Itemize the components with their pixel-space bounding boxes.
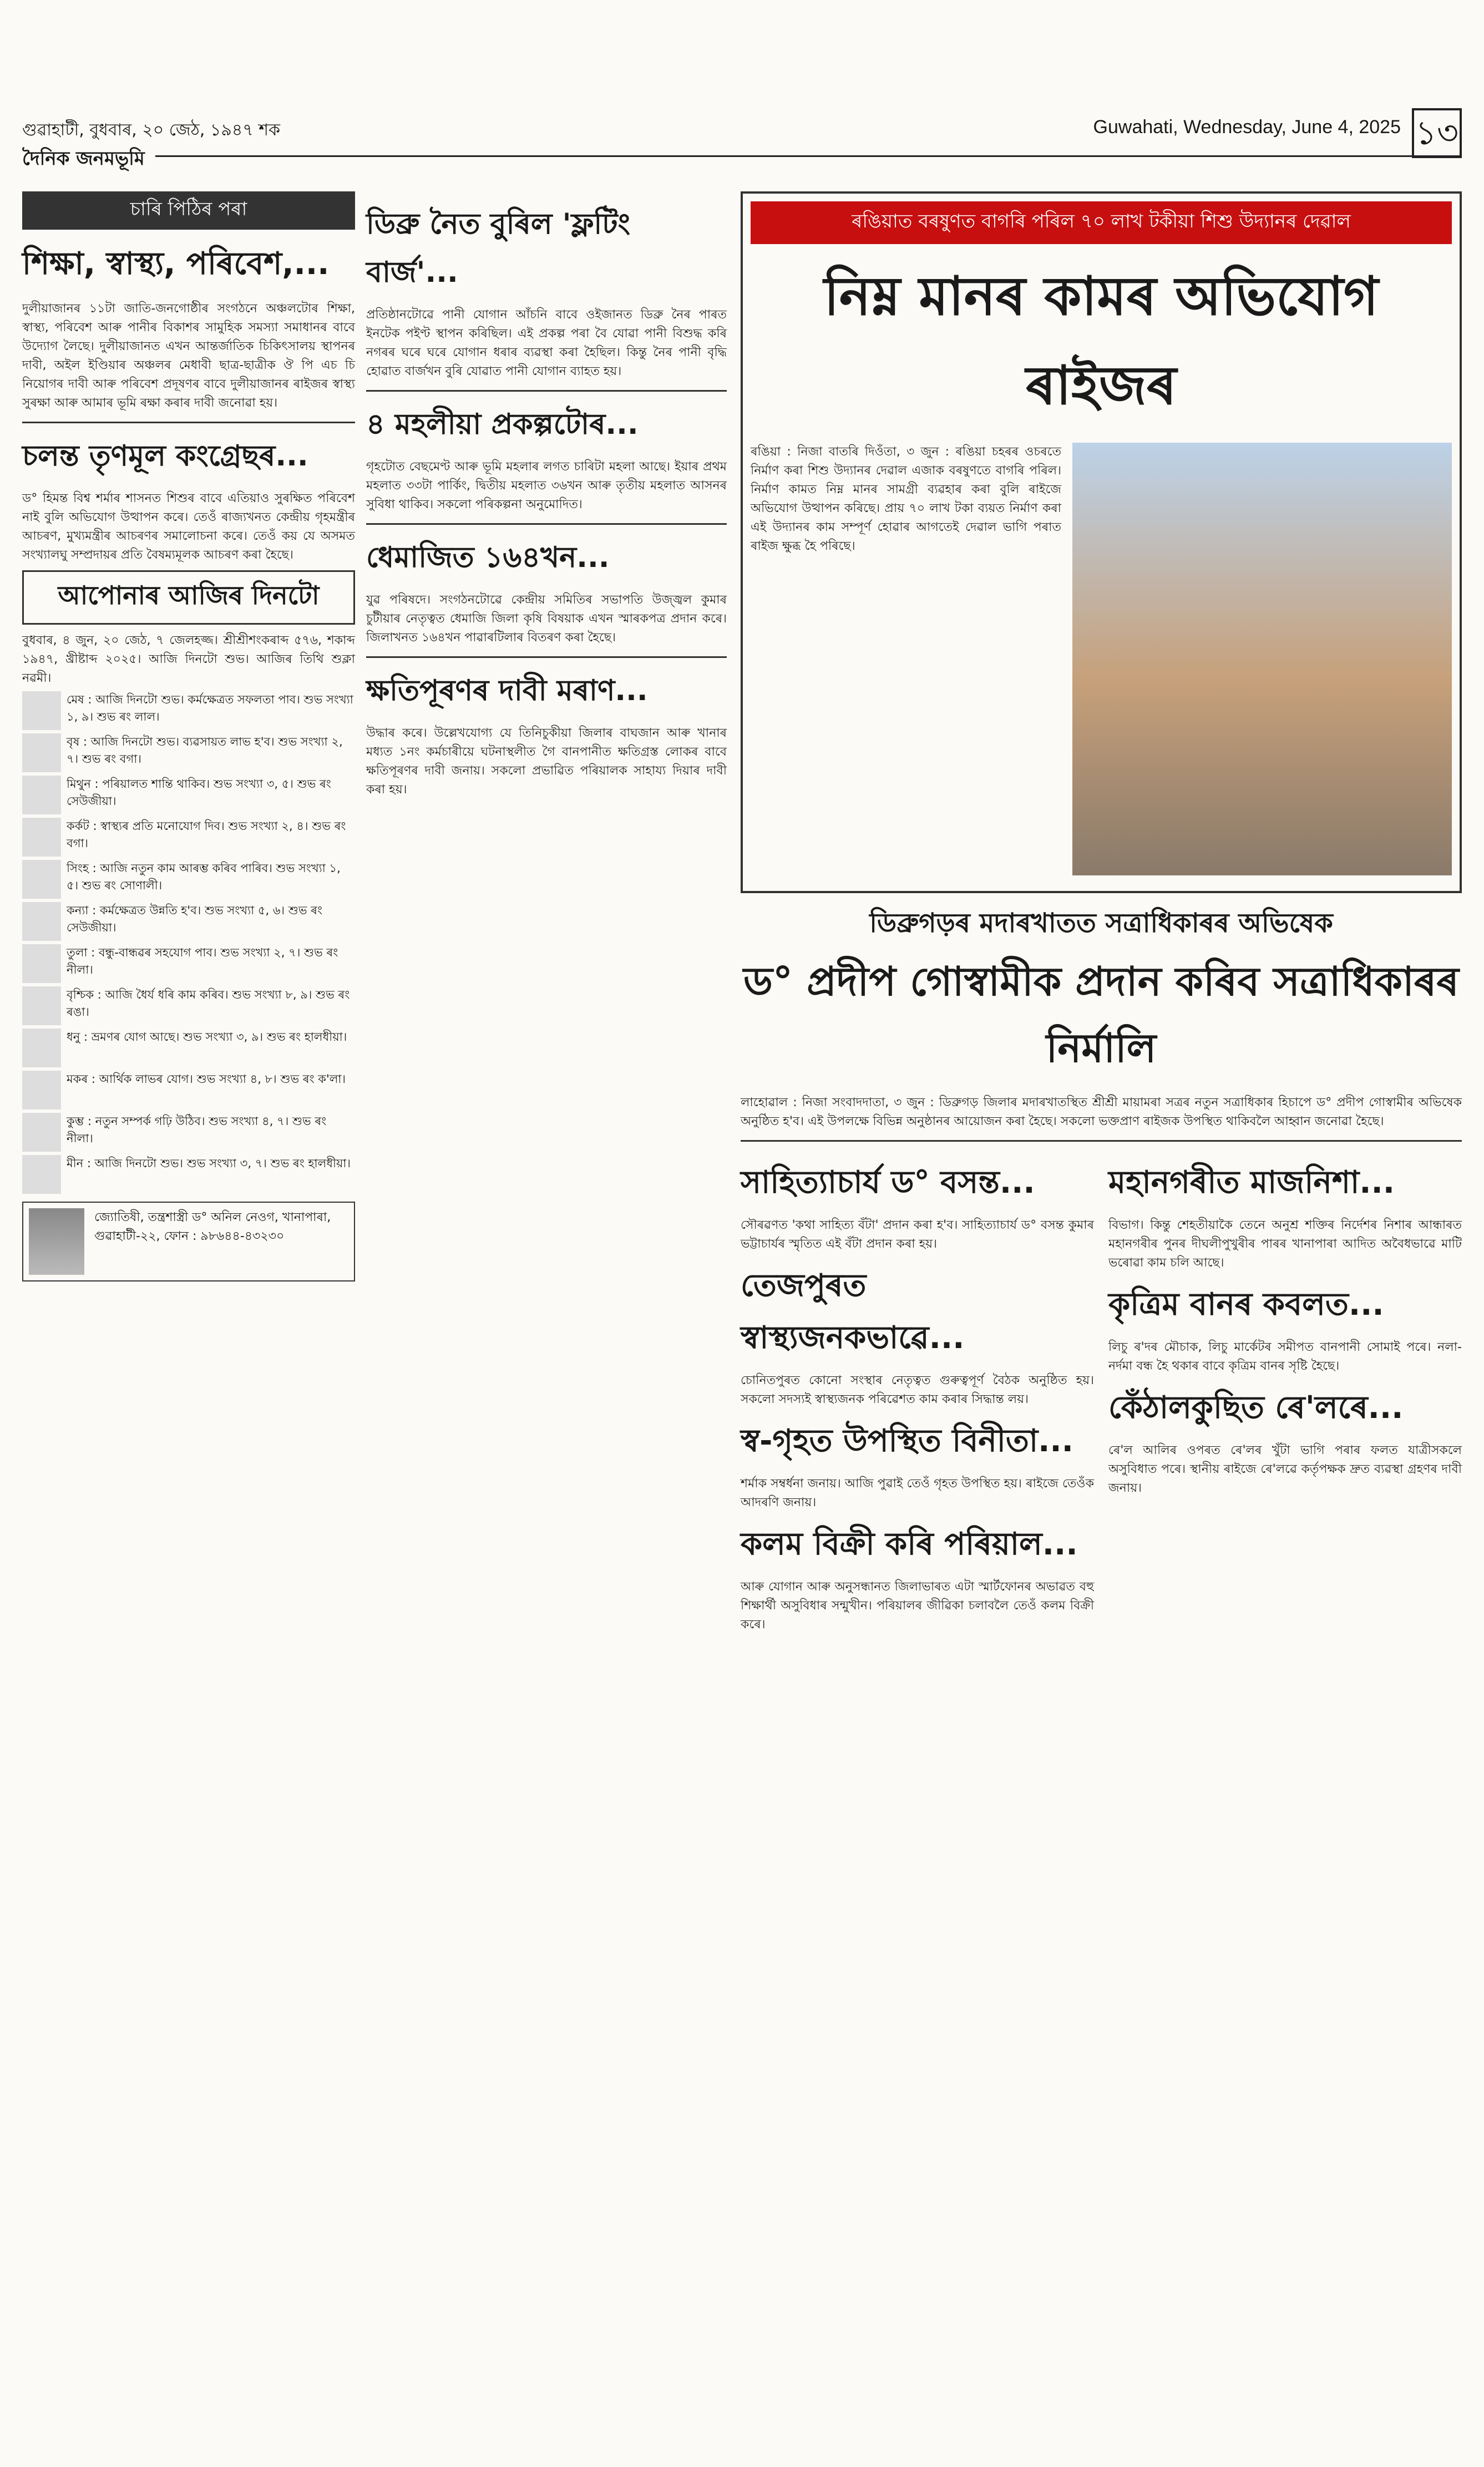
zodiac-sign-icon [22,986,61,1025]
zodiac-item [22,902,355,941]
zodiac-text: বৃশ্চিক : আজি ধৈৰ্য ধৰি কাম কৰিব। শুভ সংখ্যা ৮, ৯। শুভ ৰং ৰঙা। [67,988,350,1019]
divider [366,523,727,525]
zodiac-item [22,986,355,1025]
zodiac-sign-icon [22,1029,61,1067]
zodiac-item [22,691,355,730]
zodiac-text: মীন : আজি দিনটো শুভ। শুভ সংখ্যা ৩, ৭। শুভ ৰং হালধীয়া। [67,1157,351,1170]
story-body: ড° হিমন্ত বিশ্ব শৰ্মাৰ শাসনত শিশুৰ বাবে এতিয়াও সুৰক্ষিত পৰিবেশ নাই বুলি অভিযোগ উত্থাপন কৰে। তেওঁ ৰাজ্যখনত কেন্দ্ৰীয় গৃহমন্ত্ৰীৰ আচৰণ, মুখ্যমন্ত্ৰীৰ আচৰণৰ সমালোচনা কৰে। তেওঁ কয় যে অসমত সংখ্যালঘু সম্প্ৰদায়ৰ প্ৰতি বৈষম্যমূলক আচৰণ কৰা হৈছে। [22,492,355,562]
zodiac-list [22,691,355,1194]
top-story-headline: নিম্ন মানৰ কামৰ অভিযোগ ৰাইজৰ [824,265,1379,417]
masthead-rule [155,155,1462,157]
dateline-english: Guwahati, Wednesday, June 4, 2025 [1093,116,1401,138]
story-body: গৃহটোত বেছমেণ্ট আৰু ভূমি মহলাৰ লগত চাৰিটা মহলা আছে। ইয়াৰ প্ৰথম মহলাত ৩৩টা পাৰ্কিং, দ্বিতীয় মহলাত ৩৬খন আৰু তৃতীয় মহলাত আসনৰ সুবিধা থাকিব। সকলো পৰিকল্পনা অনুমোদিত। [366,460,727,511]
zodiac-item [22,1071,355,1110]
zodiac-text: কুম্ভ : নতুন সম্পৰ্ক গঢ়ি উঠিব। শুভ সংখ্যা ৪, ৭। শুভ ৰং নীলা। [67,1115,327,1145]
horoscope-title: আপোনাৰ আজিৰ দিনটো [22,570,355,625]
masthead [22,116,1462,178]
top-story-kicker: ৰঙিয়াত বৰষুণত বাগৰি পৰিল ৭০ লাখ টকীয়া শিশু উদ্যানৰ দেৱাল [751,201,1452,244]
top-story [741,191,1462,893]
divider [366,656,727,658]
story-title: ক্ষতিপূৰণৰ দাবী মৰাণ... [366,674,648,707]
zodiac-text: বৃষ : আজি দিনটো শুভ। ব্যৱসায়ত লাভ হ'ব। শুভ সংখ্যা ২, ৭। শুভ ৰং বগা। [67,735,343,766]
paper-name: দৈনিক জনমভূমি [22,148,145,170]
divider [741,1140,1462,1142]
astrologer-info: জ্যোতিষী, তন্ত্ৰশাস্ত্ৰী ড° অনিল নেওগ, খানাপাৰা, গুৱাহাটী-২২, ফোন : ৯৮৬৪৪-৪৩২৩০ [94,1210,331,1243]
story-body: যুৱ পৰিষদে। সংগঠনটোৱে কেন্দ্ৰীয় সমিতিৰ সভাপতি উজ্জ্বল কুমাৰ চুটীয়াৰ নেতৃত্বত ধেমাজি জিলা কৃষি বিষয়াক এখন স্মাৰকপত্ৰ প্ৰদান কৰে। জিলাখনত ১৬৪খন পাৱাৰটিলাৰ বিতৰণ কৰা হৈছে। [366,593,727,645]
story-body: লাহোৱাল : নিজা সংবাদদাতা, ৩ জুন : ডিব্ৰুগড় জিলাৰ মদাৰখাতস্থিত শ্ৰীশ্ৰী মায়ামৰা সত্ৰৰ নতুন সত্ৰাধিকাৰ হিচাপে ড° প্ৰদীপ গোস্বামীৰ অভিষেক অনুষ্ঠিত হ'ব। এই উপলক্ষে বিভিন্ন অনুষ্ঠানৰ আয়োজন কৰা হৈছে। সকলো ভক্তপ্ৰাণ ৰাইজক উপস্থিত থাকিবলৈ আহ্বান জনোৱা হৈছে। [741,1096,1462,1128]
right-column [741,191,1462,2438]
zodiac-sign-icon [22,944,61,983]
story-title: চলন্ত তৃণমূল কংগ্ৰেছৰ... [22,439,308,473]
astrologer-photo [29,1208,84,1275]
zodiac-text: ধনু : ভ্ৰমণৰ যোগ আছে। শুভ সংখ্যা ৩, ৯। শুভ ৰং হালধীয়া। [67,1030,347,1043]
horoscope-intro: বুধবাৰ, ৪ জুন, ২০ জেঠ, ৭ জেলহজ্জ। শ্ৰীশ্ৰীশংকৰাব্দ ৫৭৬, শকাব্দ ১৯৪৭, খ্ৰীষ্টাব্দ ২০২৫। আজি দিনটো শুভ। আজিৰ তিথি শুক্লা নৱমী। [22,634,355,685]
zodiac-item [22,1155,355,1194]
story-body: শৰ্মাক সম্বৰ্ধনা জনায়। আজি পুৱাই তেওঁ গৃহত উপস্থিত হয়। ৰাইজে তেওঁক আদৰণি জনায়। [741,1477,1094,1509]
story-body: লিচু ৰ'দৰ মৌচাক, লিচু মাৰ্কেটৰ সমীপত বানপানী সোমাই পৰে। নলা-নৰ্দমা বন্ধ হৈ থকাৰ বাবে কৃত্ৰিম বানৰ সৃষ্টি হৈছে। [1108,1340,1462,1373]
zodiac-item [22,860,355,899]
zodiac-item [22,733,355,772]
story-title: কলম বিক্ৰী কৰি পৰিয়াল... [741,1526,1078,1562]
sub-column [741,1151,1094,1634]
story-body: বিভাগ। কিন্তু শেহতীয়াকৈ তেনে অনুশ্ৰ শক্তিৰ নিৰ্দেশৰ নিশাৰ আন্ধাৰত মহানগৰীৰ পুনৰ দীঘলীপুখুৰীৰ পাৰৰ খানাপাৰা আদিত অবৈধভাৱে মাটি ভৰোৱা কাম চলি আছে। [1108,1218,1462,1270]
collapsed-wall-photo [1072,443,1452,875]
story-title: ডিব্ৰু নৈত বুৰিল 'ফ্লটিং বাৰ্জ'... [366,207,631,289]
story-body: উদ্ধাৰ কৰে। উল্লেখযোগ্য যে তিনিচুকীয়া জিলাৰ বাঘজান আৰু খানাৰ মধ্যত ১নং কৰ্মচাৰীয়ে ঘটনাস্থলীত গৈ বানপানীত ক্ষতিগ্ৰস্ত লোকৰ বাবে ক্ষতিপূৰণৰ দাবী জনায়। সকলো প্ৰভাৱিত পৰিয়ালক সাহায্য দিয়াৰ দাবী কৰা হয়। [366,726,727,797]
story-kicker: ডিব্ৰুগড়ৰ মদাৰখাতত সত্ৰাধিকাৰৰ অভিষেক [869,908,1333,939]
story-body: সৌৰৱণত 'কথা সাহিত্য বঁটা' প্ৰদান কৰা হ'ব। সাহিত্যাচাৰ্য ড° বসন্ত কুমাৰ ভট্টাচাৰ্যৰ স্মৃতিত এই বঁটা প্ৰদান কৰা হয়। [741,1218,1094,1251]
sub-column [1108,1151,1462,1634]
zodiac-item [22,818,355,857]
zodiac-sign-icon [22,691,61,730]
zodiac-text: কৰ্কট : স্বাস্থ্যৰ প্ৰতি মনোযোগ দিব। শুভ সংখ্যা ২, ৪। শুভ ৰং বগা। [67,819,346,850]
story-title: কেঁঠালকুছিত ৰে'লৰে... [1108,1390,1404,1426]
story-title: তেজপুৰত স্বাস্থ্যজনকভাৱে... [741,1268,965,1356]
left-column [22,191,355,2438]
continued-banner: চাৰি পিঠিৰ পৰা [22,191,355,230]
zodiac-text: সিংহ : আজি নতুন কাম আৰম্ভ কৰিব পাৰিব। শুভ সংখ্যা ১, ৫। শুভ ৰং সোণালী। [67,862,341,892]
zodiac-item [22,1029,355,1067]
zodiac-sign-icon [22,776,61,814]
zodiac-sign-icon [22,1155,61,1194]
story-title: মহানগৰীত মাজনিশা... [1108,1164,1395,1200]
zodiac-sign-icon [22,1113,61,1152]
zodiac-sign-icon [22,1071,61,1110]
zodiac-text: মেষ : আজি দিনটো শুভ। কৰ্মক্ষেত্ৰত সফলতা পাব। শুভ সংখ্যা ১, ৯। শুভ ৰং লাল। [67,693,353,723]
top-story-text [751,443,1061,875]
top-story-row [751,443,1452,875]
story-title: কৃত্ৰিম বানৰ কবলত... [1108,1286,1384,1323]
zodiac-item [22,1113,355,1152]
divider [366,390,727,392]
zodiac-sign-icon [22,860,61,899]
story-headline: ড° প্ৰদীপ গোস্বামীক প্ৰদান কৰিব সত্ৰাধিকাৰৰ নিৰ্মালি [743,958,1459,1071]
story-body: দুলীয়াজানৰ ১১টা জাতি-জনগোষ্ঠীৰ সংগঠনে অঞ্চলটোৰ শিক্ষা, স্বাস্থ্য, পৰিবেশ আৰু পানীৰ বিকাশৰ সামুহিক সমস্যা সমাধানৰ বাবে উদ্যোগ লৈছে। দুলীয়াজানত এখন আন্তৰ্জাতিক চিকিৎসালয় স্থাপনৰ দাবী, অইল ইণ্ডিয়াৰ অঞ্চলৰ মেধাবী ছাত্ৰ-ছাত্ৰীক ঔ পি এচ চি নিয়োগৰ দাবী আৰু পৰিবেশ প্ৰদূষণৰ বাবে দুলীয়াজানৰ ৰাইজৰ স্বাস্থ্য সুৰক্ষা আৰু আমাৰ ভূমি ৰক্ষা কৰাৰ দাবী জনোৱা হয়। [22,302,355,410]
zodiac-text: কন্যা : কৰ্মক্ষেত্ৰত উন্নতি হ'ব। শুভ সংখ্যা ৫, ৬। শুভ ৰং সেউজীয়া। [67,904,322,934]
story-title: শিক্ষা, স্বাস্থ্য, পৰিবেশ,... [22,246,330,282]
zodiac-sign-icon [22,902,61,941]
story-body: ৰঙিয়া : নিজা বাতৰি দিওঁতা, ৩ জুন : ৰঙিয়া চহৰৰ ওচৰতে নিৰ্মাণ কৰা শিশু উদ্যানৰ দেৱাল এজাক বৰষুণতে বাগৰি পৰিল। নিৰ্মাণ কামত নিম্ন মানৰ সামগ্ৰী ব্যৱহাৰ কৰা বুলি ৰাইজে অভিযোগ উত্থাপন কৰিছে। প্ৰায় ৭০ লাখ টকা ব্যয়ত নিৰ্মাণ কৰা এই উদ্যানৰ কাম সম্পূৰ্ণ হোৱাৰ আগতেই দেৱাল ভাগি পৰাত ৰাইজ ক্ষুব্ধ হৈ পৰিছে। [751,445,1061,553]
story-title: সাহিত্যাচাৰ্য ড° বসন্ত... [741,1164,1035,1200]
middle-column [366,191,727,2438]
story-body: চোনিতপুৰত কোনো সংস্থাৰ নেতৃত্বত গুৰুত্বপূৰ্ণ বৈঠক অনুষ্ঠিত হয়। সকলো সদস্যই স্বাস্থ্যজনক পৰিৱেশত কাম কৰাৰ সিদ্ধান্ত লয়। [741,1374,1094,1406]
zodiac-sign-icon [22,733,61,772]
divider [22,422,355,423]
zodiac-text: তুলা : বন্ধু-বান্ধৱৰ সহযোগ পাব। শুভ সংখ্যা ২, ৭। শুভ ৰং নীলা। [67,946,338,976]
dateline-assamese: গুৱাহাটী, বুধবাৰ, ২০ জেঠ, ১৯৪৭ শক [22,120,281,140]
zodiac-sign-icon [22,818,61,857]
story-title: ধেমাজিত ১৬৪খন... [366,541,610,574]
zodiac-text: মকৰ : আৰ্থিক লাভৰ যোগ। শুভ সংখ্যা ৪, ৮। শুভ ৰং ক'লা। [67,1072,346,1086]
zodiac-item [22,944,355,983]
story-body: আৰু যোগান আৰু অনুসন্ধানত জিলাভাৰত এটা স্মাৰ্টফোনৰ অভাৱত বহু শিক্ষাৰ্থী অসুবিধাৰ সন্মুখীন। পৰিয়ালৰ জীৱিকা চলাবলৈ তেওঁ কলম বিক্ৰী কৰে। [741,1580,1094,1632]
astrologer-box [22,1202,355,1281]
page-number: ১৩ [1412,108,1462,158]
zodiac-text: মিথুন : পৰিয়ালত শান্তি থাকিব। শুভ সংখ্যা ৩, ৫। শুভ ৰং সেউজীয়া। [67,777,331,808]
story-title: স্ব-গৃহত উপস্থিত বিনীতা... [741,1423,1073,1459]
story-body: ৰে'ল আলিৰ ওপৰত ৰে'লৰ খুঁটা ভাগি পৰাৰ ফলত যাত্ৰীসকলে অসুবিধাত পৰে। স্থানীয় ৰাইজে ৰে'লৱে কৰ্তৃপক্ষক দ্ৰুত ব্যৱস্থা গ্ৰহণৰ দাবী জনায়। [1108,1443,1462,1495]
two-col-section [741,1151,1462,1634]
zodiac-item [22,776,355,814]
story-body: প্ৰতিষ্ঠানটোৱে পানী যোগান আঁচনি বাবে ওইজানত ডিব্ৰু নৈৰ পাৰত ইনটেক পইণ্ট স্থাপন কৰিছিল। এই প্ৰকল্প পৰা বৈ যোৱা পানী বিশুদ্ধ কৰি নগৰৰ ঘৰে ঘৰে যোগান ধৰাৰ ব্যৱস্থা কৰা হৈছিল। কিন্তু নৈৰ পানী বৃদ্ধি হোৱাত বাৰ্জখন বুৰি যোৱাত পানী যোগান ব্যাহত হয়। [366,308,727,378]
story-title: ৪ মহলীয়া প্ৰকল্পটোৰ... [366,408,639,441]
